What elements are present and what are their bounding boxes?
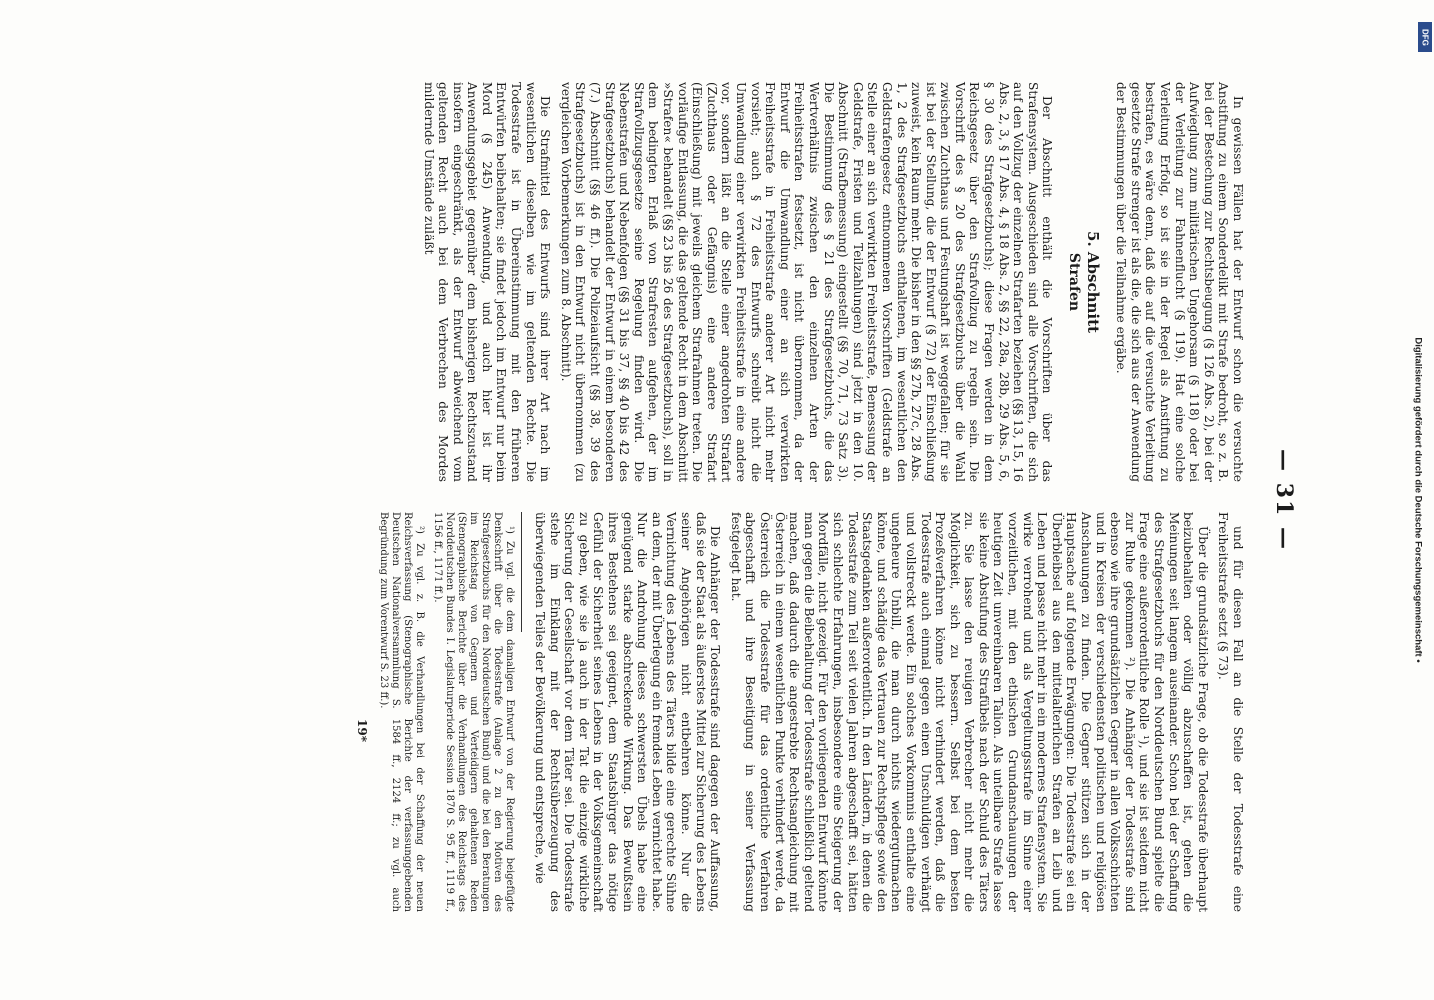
paragraph-freiheitsstrafe: und für diesen Fall an die Stelle der Todesstrafe eine Freiheitsstrafe setzt (§ 73). — [1216, 512, 1245, 912]
signature-mark: 19* — [355, 719, 370, 742]
rotated-document-page — [75, 70, 1305, 930]
paragraph-strafensystem: Der Abschnitt enthält die Vorschriften über das Strafensystem. Ausgeschieden sind alle Vorschriften, die sich auf den Vollzug der einzelnen Strafarten beziehen (§§ 13, 15, 16 Abs. 2, 3, § 17 Abs. 4, § 18 Abs. 2, §§ 22, 28a, 28b, 29 Abs. 5, 6, § 30 des Strafgesetzbuchs); diese Fragen werden in dem Reichsgesetz über den Strafvollzug zu regeln sein. Die Vorschrift des § 20 des Strafgesetzbuchs über die Wahl zwischen Zuchthaus und Festungshaft ist weggefallen; für sie ist bei der Stellung, die der Entwurf (§ 72) der Einschließung zuweist, kein Raum mehr. Die bisher in den §§ 27b, 27c, 28 Abs. 1, 2 des Strafgesetzbuchs enthaltenen, im wesentlichen den Geldstrafengesetz entnommenen Vorschriften (Geldstrafe an Stelle einer an sich verwirkten Freiheitsstrafe, Bemessung der Geldstrafe, Fristen und Teilzahlungen) sind jetzt in den 10. Abschnitt (Strafbemessung) eingestellt (§§ 70, 71, 73 Satz 3). Die Bestimmung des § 21 des Strafgesetzbuchs, die das Wertverhältnis zwischen den einzelnen Arten der Freiheitsstrafen festsetzt, ist nicht übernommen, da der Entwurf die Umwandlung einer an sich verwirkten Freiheitsstrafe in Freiheitsstrafe anderer Art nicht mehr vorsieht; auch § 72 des Entwurfs schreibt nicht die Umwandlung einer verwirkten Freiheitsstrafe in eine andere vor, sondern läßt an die Stelle einer angedrohten Strafart (Zuchthaus oder Gefängnis) eine andere Strafart (Einschließung) mit jeweils gleichem Strafrahmen treten. Die vorläufige Entlassung, die das geltende Recht in dem Abschnitt »Strafen« behandelt (§§ 23 bis 26 des Strafgesetzbuchs), soll in dem bedingten Erlaß von Strafresten aufgehen, der im Strafvollzugsgesetze seine Regelung finden wird. Die Nebenstrafen und Nebenfolgen (§§ 31 bis 37, §§ 40 bis 42 des Strafgesetzbuchs) behandelt der Entwurf in einem besonderen (7.) Abschnitt (§§ 46 ff.). Die Polizeiaufsicht (§§ 38, 39 des Strafgesetzbuchs) ist in den Entwurf nicht übernommen (zu vergleichen Vorbemerkungen zum 8. Abschnitt). — [558, 82, 1055, 482]
footnote-2: ²) Zu vgl. z. B. die Verhandlungen bei der Schaffung der neuen Reichsverfassung (Stenographische Berichte der verfassunggebenden Deutschen Nationalversammlung S. 1584 ff., 2124 ff.; zu vgl. auch Begründung zum Vorentwurf S. 23 ff.). — [378, 512, 426, 912]
section-subheading: Strafen — [1066, 252, 1083, 312]
paragraph-anstiftung: In gewissen Fällen hat der Entwurf schon die versuchte Anstiftung zu einem Sonderdelikt mit Strafe bedroht, so z. B. bei der Bestechung zur Rechtsbeugung (§ 126 Abs. 2), bei der Aufwieglung zum militärischen Ungehorsam (§ 118) oder bei der Verleitung zur Fahnenflucht (§ 119). Hat eine solche Verleitung Erfolg, so ist sie in der Regel als Anstiftung zu bestrafen, es wäre denn, daß die auf die versuchte Verleitung gesetzte Strafe strenger ist als die, die sich aus der Anwendung der Bestimmungen über die Teilnahme ergäbe. — [1114, 82, 1245, 482]
dfg-logo: DFG — [1418, 22, 1432, 52]
page-number: — 31 — — [1271, 449, 1297, 551]
section-heading: 5. Abschnitt — [1083, 231, 1102, 333]
paragraph-anhaenger: Die Anhänger der Todesstrafe sind dagegen der Auffassung, daß sie der Staat als äußerstes Mittel zur Sicherung des Lebens seiner Angehörigen nicht entbehren könne. Nur die Vernichtung des Lebens des Täters bilde eine gerechte Sühne an dem, der mit Überlegung ein fremdes Leben vernichtet habe. Nur die Androhung dieses schwersten Übels habe eine genügend starke abschreckende Wirkung. Das Bewußtsein ihres Bestehens sei geeignet, dem Staatsbürger das nötige Gefühl der Sicherheit seines Lebens in der Volksgemeinschaft zu geben, wie sie ja auch in der Tat die einzige wirkliche Sicherung der Gesellschaft vor dem Täter sei. Die Todesstrafe stehe im Einklang mit der Rechtsüberzeugung des überwiegenden Teiles der Bevölkerung und entspreche, wie — [533, 512, 723, 913]
left-column — [415, 82, 1245, 482]
digitization-credit: Digitalisierung gefördert durch die Deutsche Forschungsgemeinschaft • — [1412, 337, 1424, 663]
footnote-divider — [522, 512, 523, 632]
right-column — [355, 512, 1245, 912]
paragraph-strafmittel: Die Strafmittel des Entwurfs sind ihrer Art nach im wesentlichen dieselben wie im geltenden Rechte. Die Todesstrafe ist in Übereinstimmung mit den früheren Entwürfen beibehalten; sie findet jedoch im Entwurf nur beim Mord (§ 245) Anwendung, und auch hier ist ihr Anwendungsgebiet gegenüber dem bisherigen Rechtszustand insofern eingeschränkt, als der Entwurf abweichend vom geltenden Recht auch bei dem Verbrechen des Mordes mildernde Umstände zuläßt — [421, 82, 553, 482]
footnote-1: ¹) Zu vgl. die dem damaligen Entwurf von der Regierung beigefügte Denkschrift über die Todesstrafe (Anlage 2 zu den Motiven des Strafgesetzbuchs für den Norddeutschen Bund) und die bei den Beratungen im Reichstag von Gegnern und Verteidigern gehaltenen Reden (Stenographische Berichte über die Verhandlungen des Reichstags des Norddeutschen Bundes I. Legislaturperiode Session 1870 S. 95 ff., 1119 ff., 1156 ff., 1171 ff.). — [432, 512, 516, 912]
paragraph-grundsaetzliche-frage: Über die grundsätzliche Frage, ob die Todesstrafe überhaupt beizubehalten oder völlig abzuschaffen ist, gehen die Meinungen seit langem auseinander. Schon bei der Schaffung des Strafgesetzbuchs für den Norddeutschen Bund spielte die Frage eine außerordentliche Rolle ¹), und sie ist seitdem nicht zur Ruhe gekommen ²). Die Anhänger der Todesstrafe sind ebenso wie ihre grundsätzlichen Gegner in allen Volksschichten und in Kreisen der verschiedensten politischen und religiösen Anschauungen zu finden. Die Gegner stützen sich in der Hauptsache auf folgende Erwägungen: Die Todesstrafe sei ein Überbleibsel aus den mittelalterlichen Strafen an Leib und Leben und passe nicht mehr in ein modernes Strafensystem. Sie wirke verrohend und als Vergeltungsstrafe im Sinne einer vorzeitlichen, mit den ethischen Grundanschauungen der heutigen Zeit unvereinbaren Talion. Als unteilbare Strafe lasse sie keine Abstufung des Strafübels nach der Schuld des Täters zu. Sie lasse den reuigen Verbrecher nicht mehr die Möglichkeit, sich zu bessern. Selbst bei dem besten Prozeßverfahren könne nicht verhindert werden, daß die Todesstrafe auch einmal gegen einen Unschuldigen verhängt und vollstreckt werde. Ein solches Vorkommnis enthalte eine ungeheure Unbill, die man durch nichts wiedergutmachen könne, und schädige das Vertrauen zur Rechtspflege sowie den Staatsgedanken außerordentlich. In den Ländern, in denen die Todesstrafe zum Teil seit vielen Jahren abgeschafft sei, hätten sich schlechte Erfahrungen, insbesondere eine Steigerung der Mordfälle, nicht gezeigt. Für den vorliegenden Entwurf könnte man gegen die Beibehaltung der Todesstrafe schließlich geltend machen, daß dadurch die angestrebte Rechtsangleichung mit Österreich in einem wesentlichen Punkte verhindert werde, da Österreich die Todesstrafe für das ordentliche Verfahren abgeschafft und ihre Beseitigung in seiner Verfassung festgelegt hat. — [728, 512, 1210, 912]
